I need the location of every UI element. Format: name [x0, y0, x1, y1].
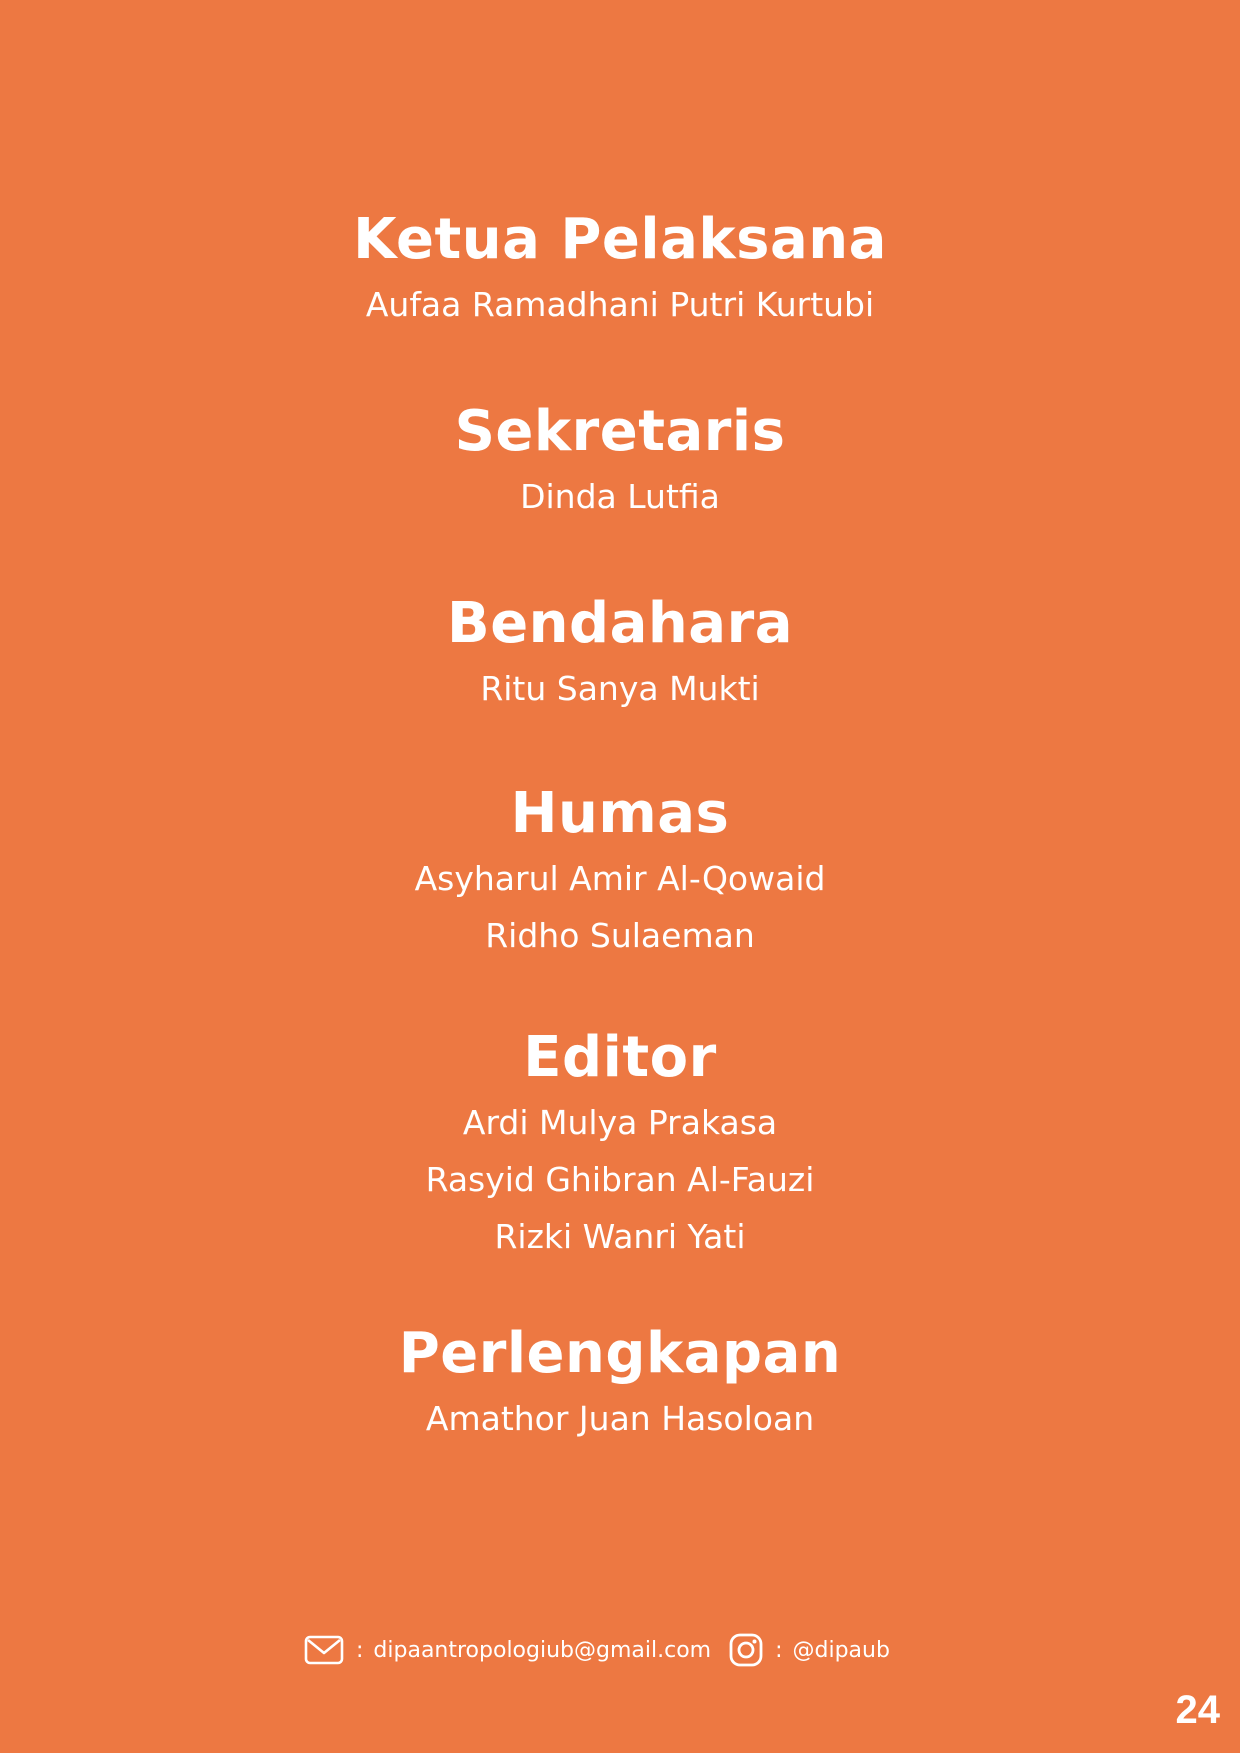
section-perlengkapan: [0, 1320, 1240, 1447]
name-list: [0, 1094, 1240, 1265]
email-separator: :: [356, 1637, 364, 1663]
role-title: Editor: [523, 1025, 717, 1090]
instagram-icon: [729, 1633, 763, 1667]
section-bendahara: [0, 590, 1240, 717]
name-list: [0, 276, 1240, 333]
role-title: Sekretaris: [454, 399, 786, 464]
role-title: Ketua Pelaksana: [353, 207, 887, 272]
person-name: Ardi Mulya Prakasa: [462, 1103, 778, 1142]
role-title: Perlengkapan: [398, 1321, 842, 1386]
role-title: Humas: [510, 781, 730, 846]
section-humas: [0, 780, 1240, 964]
person-name: Ritu Sanya Mukti: [480, 669, 760, 708]
name-list: [0, 468, 1240, 525]
name-list: [0, 850, 1240, 964]
contact-line: [304, 1630, 890, 1670]
person-name: Amathor Juan Hasoloan: [425, 1399, 815, 1438]
instagram-separator: :: [775, 1637, 783, 1663]
name-list: [0, 660, 1240, 717]
section-editor: [0, 1024, 1240, 1265]
email-address[interactable]: dipaantropologiub@gmail.com: [373, 1637, 712, 1663]
contact-footer: [0, 1630, 1240, 1670]
section-ketua-pelaksana: [0, 206, 1240, 333]
instagram-contact: [729, 1633, 890, 1667]
person-name: Dinda Lutfia: [520, 477, 720, 516]
section-sekretaris: [0, 398, 1240, 525]
name-list: [0, 1390, 1240, 1447]
person-name: Ridho Sulaeman: [485, 916, 755, 955]
mail-icon: [304, 1635, 344, 1665]
person-name: Rasyid Ghibran Al-Fauzi: [425, 1160, 815, 1199]
person-name: Aufaa Ramadhani Putri Kurtubi: [365, 285, 875, 324]
person-name: Rizki Wanri Yati: [494, 1217, 746, 1256]
person-name: Asyharul Amir Al-Qowaid: [414, 859, 826, 898]
role-title: Bendahara: [447, 591, 793, 656]
instagram-handle[interactable]: @dipaub: [792, 1637, 890, 1663]
page-number: 24: [1175, 1688, 1220, 1732]
